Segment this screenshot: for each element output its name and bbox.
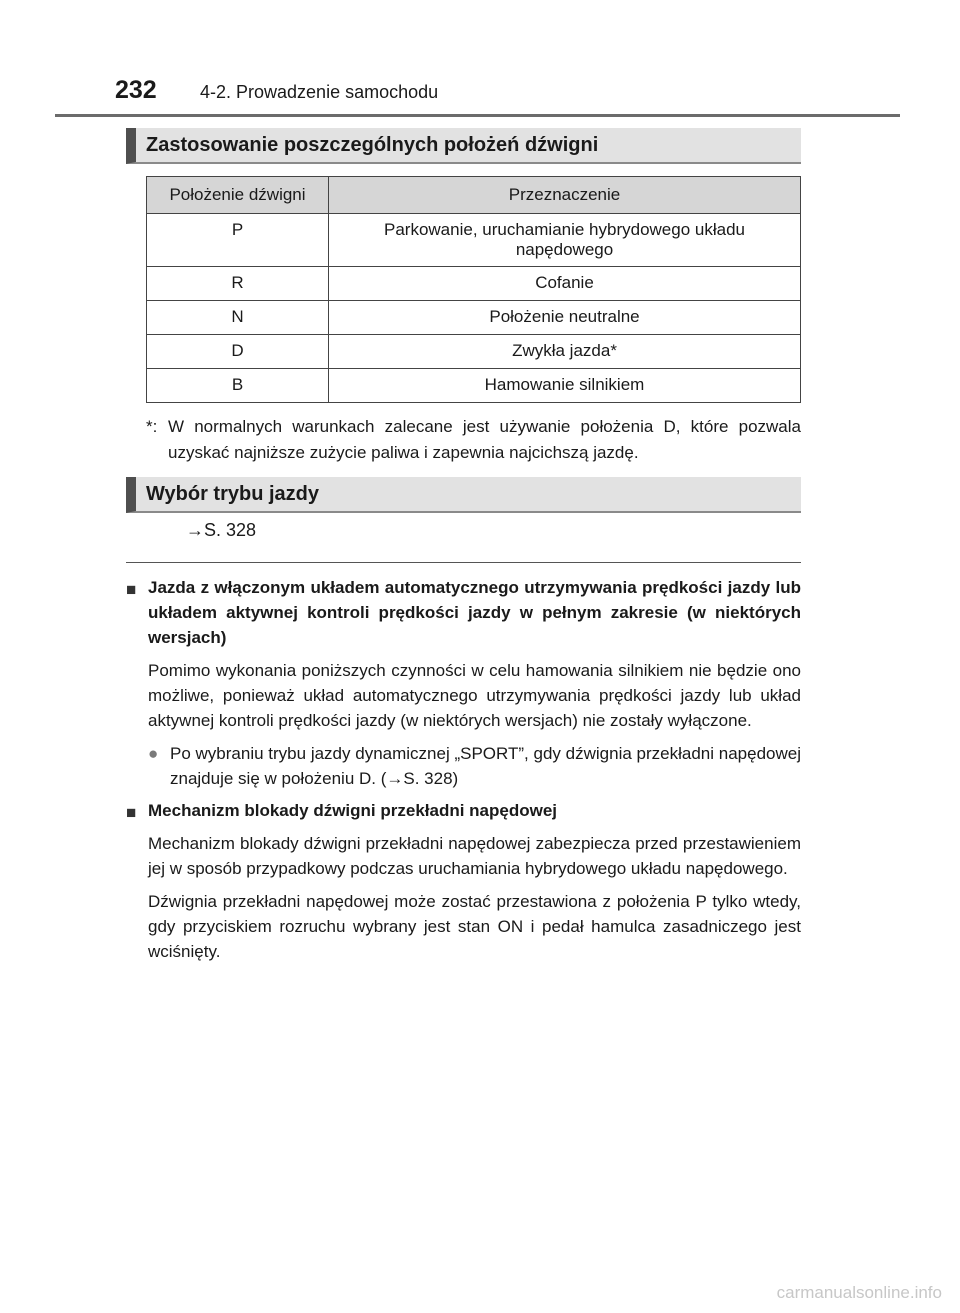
- cell-purpose: Zwykła jazda*: [329, 335, 801, 369]
- column-header-purpose: Przeznaczenie: [329, 177, 801, 214]
- site-watermark: carmanualsonline.info: [776, 1283, 942, 1302]
- cell-position: R: [147, 267, 329, 301]
- list-item-text: Po wybraniu trybu jazdy dynamicznej „SPORT”, gdy dźwignia przekładni napędowej znajduje się w położeniu D. (→S. 328): [170, 744, 801, 788]
- item-title: Mechanizm blokady dźwigni przekładni napędowej: [148, 801, 558, 820]
- list-item: [148, 741, 801, 791]
- item-paragraph: Pomimo wykonania poniższych czynności w celu hamowania silnikiem nie będzie ono możliwe, ponieważ układ automatycznego utrzymywania prędkości jazdy lub układ aktywnej kontroli prędkości jazdy (w niektórych wersjach) nie zostały wyłączone.: [148, 661, 801, 730]
- dot-bullet-icon: ●: [148, 744, 159, 763]
- content-divider: [126, 562, 801, 563]
- cell-position: N: [147, 301, 329, 335]
- table-row: [147, 214, 801, 267]
- lever-positions-table: [146, 176, 801, 403]
- table-row: [147, 267, 801, 301]
- cell-position: B: [147, 369, 329, 403]
- table-row: [147, 335, 801, 369]
- square-bullet-icon: ■: [126, 580, 137, 599]
- item-paragraph: Dźwignia przekładni napędowej może zostać przestawiona z położenia P tylko wtedy, gdy przyciskiem rozruchu wybrany jest stan ON i pedał hamulca zasadniczego jest wciśnięty.: [148, 892, 801, 961]
- cell-position: D: [147, 335, 329, 369]
- column-header-position: Położenie dźwigni: [147, 177, 329, 214]
- info-item-shift-lock: [126, 798, 801, 964]
- cell-position: P: [147, 214, 329, 267]
- table-header-row: [147, 177, 801, 214]
- header-divider: [55, 114, 900, 117]
- cell-purpose: Położenie neutralne: [329, 301, 801, 335]
- section-title: Zastosowanie poszczególnych położeń dźwigni: [146, 134, 599, 156]
- item-title: Jazda z włączonym układem automatycznego utrzymywania prędkości jazdy lub układem aktywnej kontroli prędkości jazdy w pełnym zakresie (w niektórych wersjach): [148, 578, 801, 647]
- table-row: [147, 369, 801, 403]
- cell-purpose: Parkowanie, uruchamianie hybrydowego układu napędowego: [329, 214, 801, 267]
- page-header: [0, 0, 960, 116]
- section-heading-lever-positions: [126, 128, 801, 164]
- item-paragraph: Mechanizm blokady dźwigni przekładni napędowej zabezpiecza przed przestawieniem jej w sposób przypadkowy podczas uruchamiania hybrydowego układu napędowego.: [148, 834, 801, 878]
- section-title: Wybór trybu jazdy: [146, 483, 319, 505]
- page-number: 232: [115, 76, 157, 104]
- page-reference-link[interactable]: →S. 328: [186, 520, 257, 540]
- section-heading-drive-mode: [126, 477, 801, 513]
- cell-purpose: Cofanie: [329, 267, 801, 301]
- table-row: [147, 301, 801, 335]
- table-footnote: [146, 414, 801, 466]
- chapter-title: 4-2. Prowadzenie samochodu: [200, 82, 439, 102]
- square-bullet-icon: ■: [126, 803, 137, 822]
- info-item-cruise-control: [126, 575, 801, 791]
- footnote-marker: *:: [146, 417, 158, 436]
- cell-purpose: Hamowanie silnikiem: [329, 369, 801, 403]
- footnote-text: W normalnych warunkach zalecane jest używanie położenia D, które pozwala uzyskać najniższe zużycie paliwa i zapewnia najcichszą jazdę.: [168, 417, 801, 462]
